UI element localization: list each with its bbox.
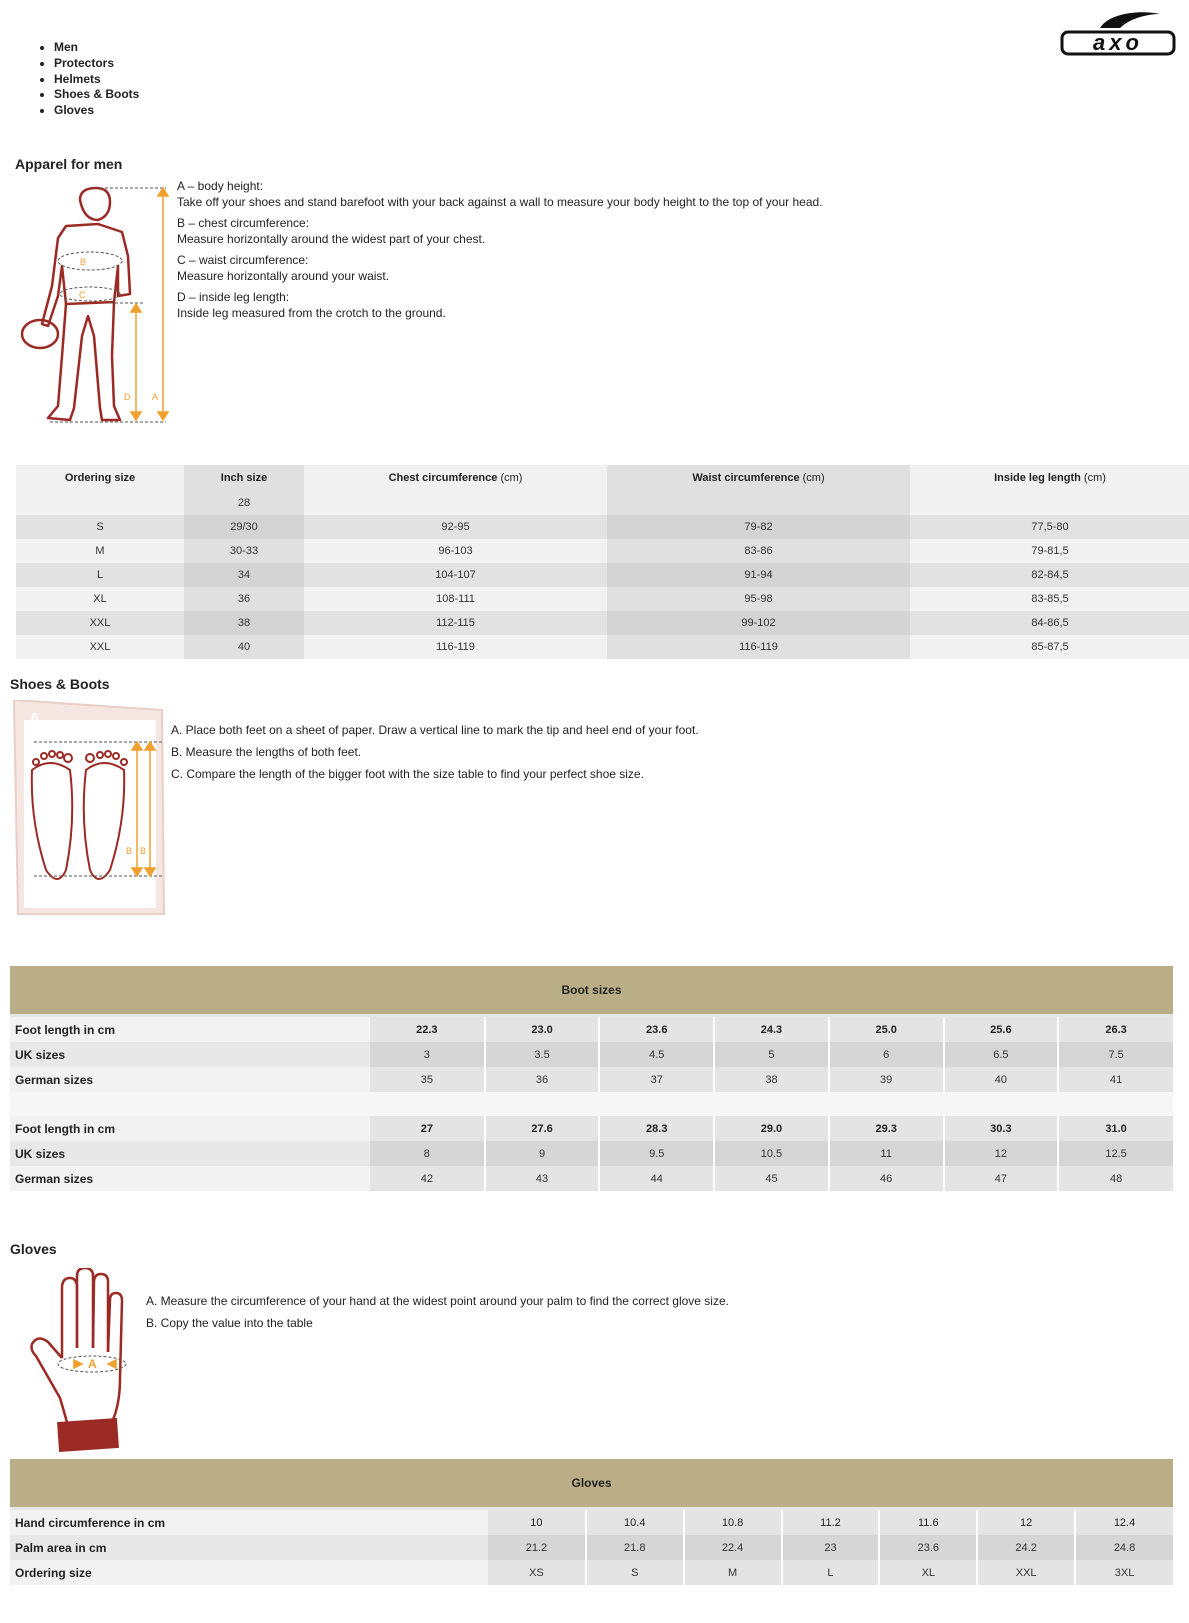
label-a: A	[28, 710, 41, 730]
cell: 36	[485, 1067, 600, 1092]
cell: 96-103	[304, 539, 607, 563]
table-row	[10, 1042, 1173, 1067]
cell: 21.8	[586, 1535, 684, 1560]
cell: 43	[485, 1166, 600, 1191]
table-row	[10, 1067, 1173, 1092]
gloves-instructions	[146, 1293, 1046, 1336]
cell: 85-87,5	[910, 635, 1189, 659]
cell: 12	[944, 1141, 1059, 1166]
cell: 108-111	[304, 587, 607, 611]
cell: 77,5-80	[910, 515, 1189, 539]
cell: 8	[370, 1141, 485, 1166]
cell: 24.3	[714, 1017, 829, 1042]
row-label: Foot length in cm	[10, 1116, 370, 1141]
table-row	[10, 1017, 1173, 1042]
cell: 27.6	[485, 1116, 600, 1141]
hand-measure-figure	[18, 1268, 128, 1454]
cell: 34	[184, 563, 304, 587]
cell: XL	[16, 587, 184, 611]
cell: 37	[599, 1067, 714, 1092]
cell: 116-119	[304, 635, 607, 659]
row-label: UK sizes	[10, 1042, 370, 1067]
cell: 6.5	[944, 1042, 1059, 1067]
table-spacer	[10, 1092, 1173, 1116]
cell: 4.5	[599, 1042, 714, 1067]
instr-d-text: Inside leg measured from the crotch to the ground.	[177, 306, 446, 320]
cell: 9	[485, 1141, 600, 1166]
apparel-heading: Apparel for men	[15, 156, 123, 172]
table-header-row	[16, 465, 1189, 491]
cell: M	[684, 1560, 782, 1585]
gloves-step-a: A. Measure the circumference of your hand at the widest point around your palm to find the correct glove size.	[146, 1294, 729, 1308]
row-label: German sizes	[10, 1166, 370, 1191]
cell	[304, 491, 607, 515]
cell: 7.5	[1058, 1042, 1173, 1067]
instr-c-text: Measure horizontally around your waist.	[177, 269, 390, 283]
cell: 12.5	[1058, 1141, 1173, 1166]
cell: XXL	[16, 611, 184, 635]
logo-text: axo	[1093, 30, 1143, 55]
cell: 30.3	[944, 1116, 1059, 1141]
cell: 79-82	[607, 515, 910, 539]
cell: XL	[879, 1560, 977, 1585]
apparel-instructions	[177, 178, 1077, 326]
cell: 79-81,5	[910, 539, 1189, 563]
table-row	[16, 539, 1189, 563]
nav-link-men[interactable]: Men	[54, 40, 78, 54]
cell: 31.0	[1058, 1116, 1173, 1141]
cell: 11	[829, 1141, 944, 1166]
cell: 38	[714, 1067, 829, 1092]
feet-measure-figure	[12, 700, 170, 918]
cell	[607, 491, 910, 515]
cell: 48	[1058, 1166, 1173, 1191]
col-ordering-size: Ordering size	[16, 465, 184, 491]
gloves-step-b: B. Copy the value into the table	[146, 1316, 313, 1330]
cell: S	[586, 1560, 684, 1585]
table-row	[16, 587, 1189, 611]
cell: 3XL	[1075, 1560, 1173, 1585]
cell: 46	[829, 1166, 944, 1191]
cell: 36	[184, 587, 304, 611]
cell: L	[782, 1560, 880, 1585]
cell: 83-86	[607, 539, 910, 563]
shoes-step-b: B. Measure the lengths of both feet.	[171, 745, 362, 759]
cell: 29.0	[714, 1116, 829, 1141]
table-row	[10, 1141, 1173, 1166]
cell: 112-115	[304, 611, 607, 635]
cell: XS	[488, 1560, 586, 1585]
cell: 11.6	[879, 1510, 977, 1535]
row-label: UK sizes	[10, 1141, 370, 1166]
cell: 23.6	[599, 1017, 714, 1042]
cell: 42	[370, 1166, 485, 1191]
gloves-title: Gloves	[10, 1459, 1173, 1507]
table-row	[16, 635, 1189, 659]
gloves-size-table	[10, 1510, 1173, 1585]
cell: 5	[714, 1042, 829, 1067]
apparel-size-table	[16, 465, 1189, 659]
cell: 116-119	[607, 635, 910, 659]
cell: 24.2	[977, 1535, 1075, 1560]
nav-link-helmets[interactable]: Helmets	[54, 71, 101, 86]
cell: 40	[184, 635, 304, 659]
cell: 27	[370, 1116, 485, 1141]
cell: 104-107	[304, 563, 607, 587]
cell: 91-94	[607, 563, 910, 587]
shoes-heading: Shoes & Boots	[10, 676, 110, 692]
col-waist: Waist circumference (cm)	[607, 465, 910, 491]
table-row	[16, 611, 1189, 635]
col-inside-leg: Inside leg length (cm)	[910, 465, 1189, 491]
row-label: Foot length in cm	[10, 1017, 370, 1042]
cell: 45	[714, 1166, 829, 1191]
cell: S	[16, 515, 184, 539]
table-row	[10, 1166, 1173, 1191]
nav-link-shoes-boots[interactable]: Shoes & Boots	[54, 87, 140, 102]
cell: 95-98	[607, 587, 910, 611]
cell: 29/30	[184, 515, 304, 539]
cell: 23.0	[485, 1017, 600, 1042]
label-b: B	[80, 257, 87, 267]
cell: 38	[184, 611, 304, 635]
instr-b-text: Measure horizontally around the widest part of your chest.	[177, 232, 486, 246]
shoes-step-c: C. Compare the length of the bigger foot with the size table to find your perfect shoe size.	[171, 767, 644, 781]
cell: 35	[370, 1067, 485, 1092]
label-a: A	[152, 392, 159, 402]
axo-logo[interactable]	[1060, 8, 1178, 58]
cell: XXL	[16, 635, 184, 659]
cell: 92-95	[304, 515, 607, 539]
cell: 9.5	[599, 1141, 714, 1166]
instr-b-label: B – chest circumference:	[177, 216, 310, 230]
instr-c-label: C – waist circumference:	[177, 253, 309, 267]
cell: 83-85,5	[910, 587, 1189, 611]
cell: 11.2	[782, 1510, 880, 1535]
row-label: Hand circumference in cm	[10, 1510, 488, 1535]
cell: 41	[1058, 1067, 1173, 1092]
cell	[16, 491, 184, 515]
cell: 23.6	[879, 1535, 977, 1560]
nav-link-gloves[interactable]: Gloves	[54, 103, 95, 118]
cell: 28.3	[599, 1116, 714, 1141]
cell: 3	[370, 1042, 485, 1067]
table-row	[10, 1510, 1173, 1535]
shoes-step-a: A. Place both feet on a sheet of paper. Draw a vertical line to mark the tip and heel end of your foot.	[171, 723, 699, 737]
col-chest: Chest circumference (cm)	[304, 465, 607, 491]
cell: 22.4	[684, 1535, 782, 1560]
table-row	[10, 1560, 1173, 1585]
category-nav	[38, 40, 139, 119]
row-label: Palm area in cm	[10, 1535, 488, 1560]
table-row	[16, 515, 1189, 539]
cell: 10.8	[684, 1510, 782, 1535]
label-d: D	[124, 392, 131, 402]
table-row	[16, 491, 1189, 515]
cell: 22.3	[370, 1017, 485, 1042]
label-b-left: B	[126, 846, 133, 856]
cell: 30-33	[184, 539, 304, 563]
boot-sizes-table-1	[10, 1017, 1173, 1092]
boot-sizes-table-2	[10, 1116, 1173, 1191]
cell: L	[16, 563, 184, 587]
cell: 82-84,5	[910, 563, 1189, 587]
cell: 25.6	[944, 1017, 1059, 1042]
cell: 40	[944, 1067, 1059, 1092]
instr-a-text: Take off your shoes and stand barefoot with your back against a wall to measure your body height to the top of your head.	[177, 195, 823, 209]
cell: 21.2	[488, 1535, 586, 1560]
cell: XXL	[977, 1560, 1075, 1585]
label-a: A	[88, 1357, 97, 1371]
col-inch-size: Inch size	[184, 465, 304, 491]
cell: 44	[599, 1166, 714, 1191]
shoes-instructions	[171, 722, 1071, 787]
cell: 12	[977, 1510, 1075, 1535]
cell: 3.5	[485, 1042, 600, 1067]
cell: 12.4	[1075, 1510, 1173, 1535]
cell: 47	[944, 1166, 1059, 1191]
table-row	[16, 563, 1189, 587]
nav-link-protectors[interactable]: Protectors	[54, 55, 115, 70]
label-b-right: B	[140, 846, 147, 856]
cell: 28	[184, 491, 304, 515]
cell: M	[16, 539, 184, 563]
cell: 23	[782, 1535, 880, 1560]
instr-a-label: A – body height:	[177, 179, 264, 193]
boot-sizes-title: Boot sizes	[10, 966, 1173, 1014]
instr-d-label: D – inside leg length:	[177, 290, 290, 304]
table-row	[10, 1535, 1173, 1560]
cell: 10	[488, 1510, 586, 1535]
cell: 39	[829, 1067, 944, 1092]
cell: 99-102	[607, 611, 910, 635]
cell: 26.3	[1058, 1017, 1173, 1042]
cell: 24.8	[1075, 1535, 1173, 1560]
row-label: Ordering size	[10, 1560, 488, 1585]
cell: 6	[829, 1042, 944, 1067]
cell: 10.4	[586, 1510, 684, 1535]
body-measure-figure	[18, 186, 173, 436]
label-c: C	[79, 290, 86, 300]
table-row	[10, 1116, 1173, 1141]
cell: 25.0	[829, 1017, 944, 1042]
cell	[910, 491, 1189, 515]
row-label: German sizes	[10, 1067, 370, 1092]
gloves-heading: Gloves	[10, 1241, 57, 1257]
cell: 84-86,5	[910, 611, 1189, 635]
cell: 10.5	[714, 1141, 829, 1166]
cell: 29.3	[829, 1116, 944, 1141]
